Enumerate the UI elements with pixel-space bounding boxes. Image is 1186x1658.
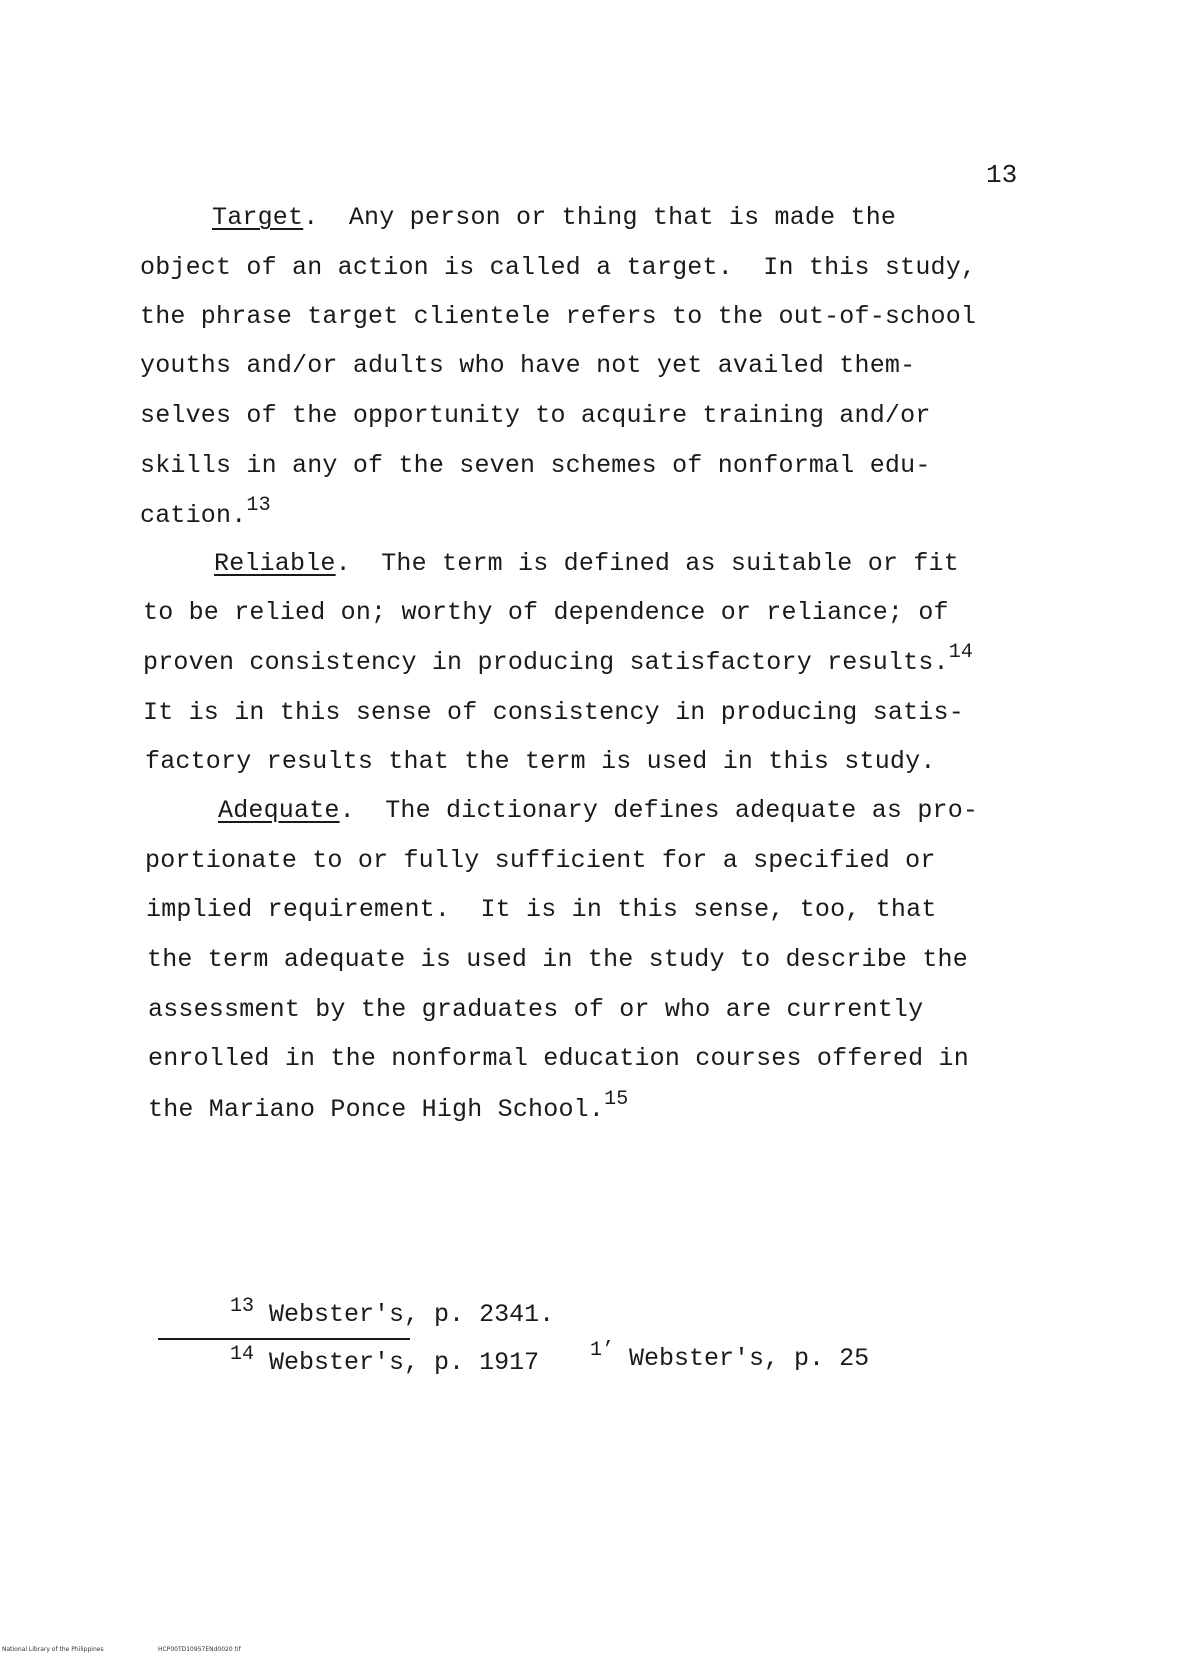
target-line-4: youths and/or adults who have not yet availed them- [140, 351, 916, 380]
reliable-line-3: proven consistency in producing satisfactory results.$^{14}$ [143, 641, 974, 677]
target-line-6: skills in any of the seven schemes of nonformal edu- [140, 451, 931, 480]
adequate-line-7: the Mariano Ponce High School.$^{15}$ [148, 1088, 629, 1124]
footnote-14: $^{14}$ Webster's, p. 1917 [230, 1343, 540, 1377]
footnote-13: $^{13}$ Webster's, p. 2341. [230, 1295, 555, 1329]
term-adequate: Adequate [218, 796, 340, 825]
footnote-ref-14: 14 [948, 641, 974, 664]
adequate-line-2: portionate to or fully sufficient for a specified or [145, 846, 936, 875]
term-reliable: Reliable [214, 549, 336, 578]
reliable-line-2: to be relied on; worthy of dependence or reliance; of [143, 598, 949, 627]
reliable-line-5: factory results that the term is used in this study. [145, 747, 936, 776]
target-line-2: object of an action is called a target. In this study, [140, 253, 977, 282]
term-target: Target [212, 203, 304, 232]
target-line-7: cation.$^{13}$ [140, 494, 271, 530]
adequate-line-1: Adequate. The dictionary defines adequate as pro- [218, 796, 979, 825]
adequate-line-3: implied requirement. It is in this sense, too, that [146, 895, 937, 924]
adequate-line-5: assessment by the graduates of or who are currently [148, 995, 924, 1024]
file-caption: HCP00TD10957ENd0020 tif [158, 1646, 241, 1653]
footnote-ref-13: 13 [246, 494, 271, 517]
adequate-line-4: the term adequate is used in the study to describe the [147, 945, 968, 974]
reliable-line-4: It is in this sense of consistency in producing satis- [143, 698, 964, 727]
target-line-3: the phrase target clientele refers to the out-of-school [140, 302, 977, 331]
reliable-line-1: Reliable. The term is defined as suitable or fit [214, 549, 959, 578]
library-caption: National Library of the Philippines [2, 1646, 104, 1653]
adequate-line-6: enrolled in the nonformal education courses offered in [148, 1044, 969, 1073]
target-line-1: Target. Any person or thing that is made the [212, 203, 897, 232]
footnote-ref-15: 15 [604, 1088, 629, 1111]
target-line-5: selves of the opportunity to acquire training and/or [140, 401, 931, 430]
footnote-15: $^{1’}$ Webster's, p. 25 [590, 1339, 870, 1373]
page-number: 13 [986, 160, 1018, 190]
